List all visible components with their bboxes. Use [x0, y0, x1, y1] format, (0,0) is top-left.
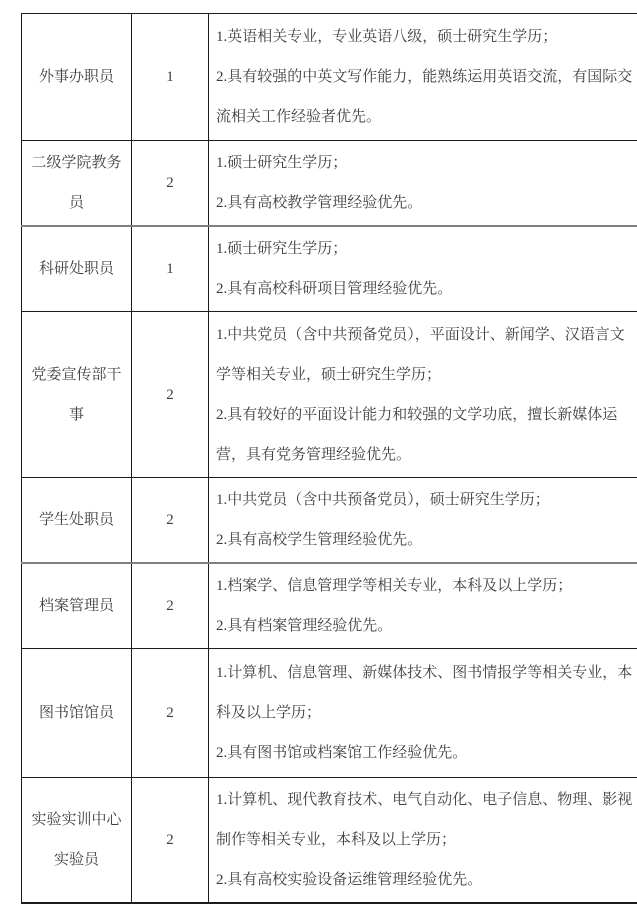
position-name: 学生处职员	[38, 512, 114, 528]
count-value: 2	[166, 386, 174, 403]
position-cell	[22, 649, 132, 778]
count-cell	[132, 141, 209, 227]
position-name: 外事办职员	[38, 69, 114, 85]
position-cell	[22, 226, 132, 312]
position-cell	[22, 563, 132, 649]
requirement-item: 1.硕士研究生学历；	[216, 241, 348, 257]
table-row	[22, 312, 637, 478]
requirements-cell	[209, 14, 637, 141]
requirements-cell	[209, 226, 637, 312]
count-cell	[132, 226, 209, 312]
requirements-cell	[209, 141, 637, 227]
count-cell	[132, 14, 209, 141]
count-cell	[132, 563, 209, 649]
position-name: 图书馆馆员	[38, 705, 114, 721]
requirement-item: 1.硕士研究生学历；	[216, 155, 348, 171]
requirement-item: 1.计算机、现代教育技术、电气自动化、电子信息、物理、影视制作等相关专业，本科及以上学历；	[216, 792, 633, 848]
table-row	[22, 649, 637, 778]
table-row	[22, 141, 637, 227]
requirement-item: 2.具有高校学生管理经验优先。	[216, 532, 423, 548]
position-name: 实验实训中心实验员	[31, 812, 122, 868]
requirement-item: 2.具有较强的中英文写作能力，能熟练运用英语交流，有国际交流相关工作经验者优先。	[216, 69, 633, 125]
requirement-item: 2.具有高校教学管理经验优先。	[216, 195, 423, 211]
count-value: 2	[166, 512, 174, 528]
recruitment-table	[21, 13, 637, 904]
position-name: 科研处职员	[38, 261, 114, 277]
position-cell	[22, 478, 132, 564]
requirement-item: 1.中共党员（含中共预备党员），平面设计、新闻学、汉语言文学等相关专业，硕士研究生学历；	[216, 326, 625, 383]
count-cell	[132, 778, 209, 904]
requirement-item: 2.具有高校实验设备运维管理经验优先。	[216, 872, 483, 888]
table-row	[22, 563, 637, 649]
table-row	[22, 478, 637, 564]
requirements-cell	[209, 649, 637, 778]
position-name: 党委宣传部干事	[31, 366, 122, 423]
position-name: 档案管理员	[38, 598, 114, 614]
recruitment-table-container	[21, 13, 637, 904]
requirements-cell	[209, 778, 637, 904]
count-cell	[132, 649, 209, 778]
count-value: 1	[166, 261, 174, 277]
count-cell	[132, 478, 209, 564]
requirement-item: 1.中共党员（含中共预备党员），硕士研究生学历；	[216, 492, 550, 508]
position-cell	[22, 312, 132, 478]
requirement-item: 1.档案学、信息管理学等相关专业，本科及以上学历；	[216, 578, 573, 594]
table-row	[22, 14, 637, 141]
requirement-item: 2.具有档案管理经验优先。	[216, 618, 393, 634]
count-value: 2	[166, 832, 174, 848]
requirement-item: 1.英语相关专业，专业英语八级，硕士研究生学历；	[216, 29, 558, 45]
table-row	[22, 226, 637, 312]
requirement-item: 2.具有高校科研项目管理经验优先。	[216, 281, 453, 297]
position-name: 二级学院教务员	[31, 155, 122, 211]
position-cell	[22, 778, 132, 904]
count-value: 2	[166, 705, 174, 721]
count-value: 2	[166, 598, 174, 614]
requirement-item: 2.具有较好的平面设计能力和较强的文学功底，擅长新媒体运营，具有党务管理经验优先。	[216, 406, 618, 463]
requirements-cell	[209, 478, 637, 564]
requirement-item: 1.计算机、信息管理、新媒体技术、图书情报学等相关专业，本科及以上学历；	[216, 665, 633, 721]
requirements-cell	[209, 312, 637, 478]
position-cell	[22, 14, 132, 141]
requirements-cell	[209, 563, 637, 649]
requirement-item: 2.具有图书馆或档案馆工作经验优先。	[216, 745, 468, 761]
count-value: 2	[166, 175, 174, 191]
table-row	[22, 778, 637, 904]
count-cell	[132, 312, 209, 478]
position-cell	[22, 141, 132, 227]
count-value: 1	[166, 69, 174, 85]
